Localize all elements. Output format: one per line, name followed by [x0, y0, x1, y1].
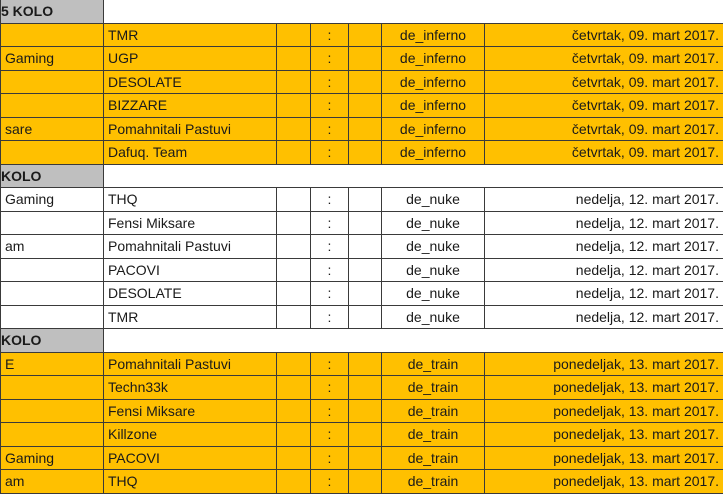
home-score-cell[interactable] [277, 235, 311, 259]
away-team-cell[interactable]: Fensi Miksare [104, 399, 277, 423]
date-cell[interactable]: ponedeljak, 13. mart 2017. [485, 470, 723, 494]
away-team-cell[interactable]: DESOLATE [104, 70, 277, 94]
home-score-cell[interactable] [277, 305, 311, 329]
round-label[interactable]: 5 KOLO [1, 0, 104, 23]
away-score-cell[interactable] [349, 117, 382, 141]
map-cell[interactable]: de_train [382, 376, 485, 400]
map-cell[interactable]: de_inferno [382, 23, 485, 47]
score-separator-cell[interactable]: : [311, 117, 349, 141]
away-team-cell[interactable]: Techn33k [104, 376, 277, 400]
score-separator-cell[interactable]: : [311, 282, 349, 306]
map-cell[interactable]: de_nuke [382, 188, 485, 212]
home-score-cell[interactable] [277, 188, 311, 212]
match-row [1, 376, 723, 400]
map-cell[interactable]: de_nuke [382, 305, 485, 329]
match-row [1, 94, 723, 118]
map-cell[interactable]: de_train [382, 352, 485, 376]
away-team-cell[interactable]: THQ [104, 470, 277, 494]
away-score-cell[interactable] [349, 70, 382, 94]
match-row [1, 23, 723, 47]
date-cell[interactable]: četvrtak, 09. mart 2017. [485, 47, 723, 71]
away-team-cell[interactable]: Pomahnitali Pastuvi [104, 235, 277, 259]
score-separator-cell[interactable]: : [311, 211, 349, 235]
home-score-cell[interactable] [277, 282, 311, 306]
score-separator-cell[interactable]: : [311, 94, 349, 118]
date-cell[interactable]: četvrtak, 09. mart 2017. [485, 141, 723, 165]
score-separator-cell[interactable]: : [311, 188, 349, 212]
date-cell[interactable]: nedelja, 12. mart 2017. [485, 235, 723, 259]
home-score-cell[interactable] [277, 47, 311, 71]
home-team-cell[interactable] [1, 305, 104, 329]
away-score-cell[interactable] [349, 305, 382, 329]
date-cell[interactable]: četvrtak, 09. mart 2017. [485, 23, 723, 47]
home-team-cell[interactable] [1, 23, 104, 47]
match-row [1, 446, 723, 470]
map-cell[interactable]: de_nuke [382, 258, 485, 282]
map-cell[interactable]: de_inferno [382, 117, 485, 141]
away-team-cell[interactable]: TMR [104, 23, 277, 47]
score-separator-cell[interactable]: : [311, 305, 349, 329]
away-team-cell[interactable]: Pomahnitali Pastuvi [104, 117, 277, 141]
home-team-cell[interactable]: Gaming [1, 446, 104, 470]
score-separator-cell[interactable]: : [311, 399, 349, 423]
home-team-cell[interactable] [1, 376, 104, 400]
score-separator-cell[interactable]: : [311, 70, 349, 94]
map-cell[interactable]: de_train [382, 399, 485, 423]
match-row [1, 423, 723, 447]
home-team-cell[interactable] [1, 211, 104, 235]
map-cell[interactable]: de_inferno [382, 70, 485, 94]
match-row [1, 352, 723, 376]
score-separator-cell[interactable]: : [311, 352, 349, 376]
round-header-filler[interactable] [104, 329, 723, 353]
away-team-cell[interactable]: Pomahnitali Pastuvi [104, 352, 277, 376]
home-score-cell[interactable] [277, 94, 311, 118]
away-score-cell[interactable] [349, 188, 382, 212]
match-row [1, 117, 723, 141]
home-score-cell[interactable] [277, 399, 311, 423]
score-separator-cell[interactable]: : [311, 47, 349, 71]
home-team-cell[interactable]: sare [1, 117, 104, 141]
score-separator-cell[interactable]: : [311, 235, 349, 259]
away-score-cell[interactable] [349, 446, 382, 470]
match-row [1, 211, 723, 235]
round-label[interactable]: KOLO [1, 329, 104, 353]
home-score-cell[interactable] [277, 258, 311, 282]
match-row [1, 235, 723, 259]
home-team-cell[interactable] [1, 141, 104, 165]
map-cell[interactable]: de_inferno [382, 47, 485, 71]
away-score-cell[interactable] [349, 352, 382, 376]
date-cell[interactable]: nedelja, 12. mart 2017. [485, 305, 723, 329]
map-cell[interactable]: de_nuke [382, 211, 485, 235]
home-team-cell[interactable]: Gaming [1, 47, 104, 71]
away-score-cell[interactable] [349, 23, 382, 47]
away-team-cell[interactable]: PACOVI [104, 258, 277, 282]
home-team-cell[interactable] [1, 399, 104, 423]
away-team-cell[interactable]: TMR [104, 305, 277, 329]
away-score-cell[interactable] [349, 47, 382, 71]
away-team-cell[interactable]: Dafuq. Team [104, 141, 277, 165]
date-cell[interactable]: ponedeljak, 13. mart 2017. [485, 446, 723, 470]
away-team-cell[interactable]: Fensi Miksare [104, 211, 277, 235]
map-cell[interactable]: de_inferno [382, 94, 485, 118]
home-score-cell[interactable] [277, 141, 311, 165]
map-cell[interactable]: de_train [382, 423, 485, 447]
away-team-cell[interactable]: BIZZARE [104, 94, 277, 118]
home-score-cell[interactable] [277, 70, 311, 94]
match-row [1, 47, 723, 71]
home-team-cell[interactable] [1, 258, 104, 282]
score-separator-cell[interactable]: : [311, 446, 349, 470]
score-separator-cell[interactable]: : [311, 423, 349, 447]
score-separator-cell[interactable]: : [311, 141, 349, 165]
away-score-cell[interactable] [349, 141, 382, 165]
match-row [1, 399, 723, 423]
away-score-cell[interactable] [349, 399, 382, 423]
home-score-cell[interactable] [277, 446, 311, 470]
score-separator-cell[interactable]: : [311, 376, 349, 400]
round-header-filler[interactable] [104, 0, 723, 23]
away-score-cell[interactable] [349, 211, 382, 235]
round-header-row [1, 164, 723, 188]
date-cell[interactable]: nedelja, 12. mart 2017. [485, 282, 723, 306]
round-header-row [1, 329, 723, 353]
away-team-cell[interactable]: Killzone [104, 423, 277, 447]
round-header-filler[interactable] [104, 164, 723, 188]
map-cell[interactable]: de_train [382, 470, 485, 494]
date-cell[interactable]: ponedeljak, 13. mart 2017. [485, 352, 723, 376]
away-score-cell[interactable] [349, 376, 382, 400]
match-row [1, 282, 723, 306]
home-score-cell[interactable] [277, 352, 311, 376]
date-cell[interactable]: nedelja, 12. mart 2017. [485, 211, 723, 235]
home-score-cell[interactable] [277, 23, 311, 47]
match-row [1, 258, 723, 282]
date-cell[interactable]: nedelja, 12. mart 2017. [485, 188, 723, 212]
map-cell[interactable]: de_inferno [382, 141, 485, 165]
date-cell[interactable]: četvrtak, 09. mart 2017. [485, 70, 723, 94]
score-separator-cell[interactable]: : [311, 23, 349, 47]
away-team-cell[interactable]: UGP [104, 47, 277, 71]
map-cell[interactable]: de_nuke [382, 282, 485, 306]
match-row [1, 70, 723, 94]
home-team-cell[interactable]: am [1, 470, 104, 494]
round-header-row [1, 0, 723, 23]
home-team-cell[interactable] [1, 282, 104, 306]
date-cell[interactable]: ponedeljak, 13. mart 2017. [485, 423, 723, 447]
home-team-cell[interactable]: am [1, 235, 104, 259]
home-score-cell[interactable] [277, 211, 311, 235]
away-team-cell[interactable]: PACOVI [104, 446, 277, 470]
date-cell[interactable]: ponedeljak, 13. mart 2017. [485, 376, 723, 400]
away-score-cell[interactable] [349, 258, 382, 282]
home-score-cell[interactable] [277, 470, 311, 494]
home-team-cell[interactable]: Gaming [1, 188, 104, 212]
away-score-cell[interactable] [349, 423, 382, 447]
score-separator-cell[interactable]: : [311, 470, 349, 494]
away-score-cell[interactable] [349, 282, 382, 306]
date-cell[interactable]: nedelja, 12. mart 2017. [485, 258, 723, 282]
date-cell[interactable]: četvrtak, 09. mart 2017. [485, 117, 723, 141]
score-separator-cell[interactable]: : [311, 258, 349, 282]
match-row [1, 188, 723, 212]
match-row [1, 305, 723, 329]
schedule-body [1, 0, 723, 493]
home-score-cell[interactable] [277, 117, 311, 141]
round-label[interactable]: KOLO [1, 164, 104, 188]
home-team-cell[interactable]: E [1, 352, 104, 376]
away-team-cell[interactable]: THQ [104, 188, 277, 212]
away-score-cell[interactable] [349, 94, 382, 118]
home-team-cell[interactable] [1, 70, 104, 94]
away-team-cell[interactable]: DESOLATE [104, 282, 277, 306]
map-cell[interactable]: de_train [382, 446, 485, 470]
map-cell[interactable]: de_nuke [382, 235, 485, 259]
match-row [1, 470, 723, 494]
home-score-cell[interactable] [277, 423, 311, 447]
home-score-cell[interactable] [277, 376, 311, 400]
away-score-cell[interactable] [349, 235, 382, 259]
date-cell[interactable]: ponedeljak, 13. mart 2017. [485, 399, 723, 423]
date-cell[interactable]: četvrtak, 09. mart 2017. [485, 94, 723, 118]
away-score-cell[interactable] [349, 470, 382, 494]
home-team-cell[interactable] [1, 94, 104, 118]
home-team-cell[interactable] [1, 423, 104, 447]
match-row [1, 141, 723, 165]
